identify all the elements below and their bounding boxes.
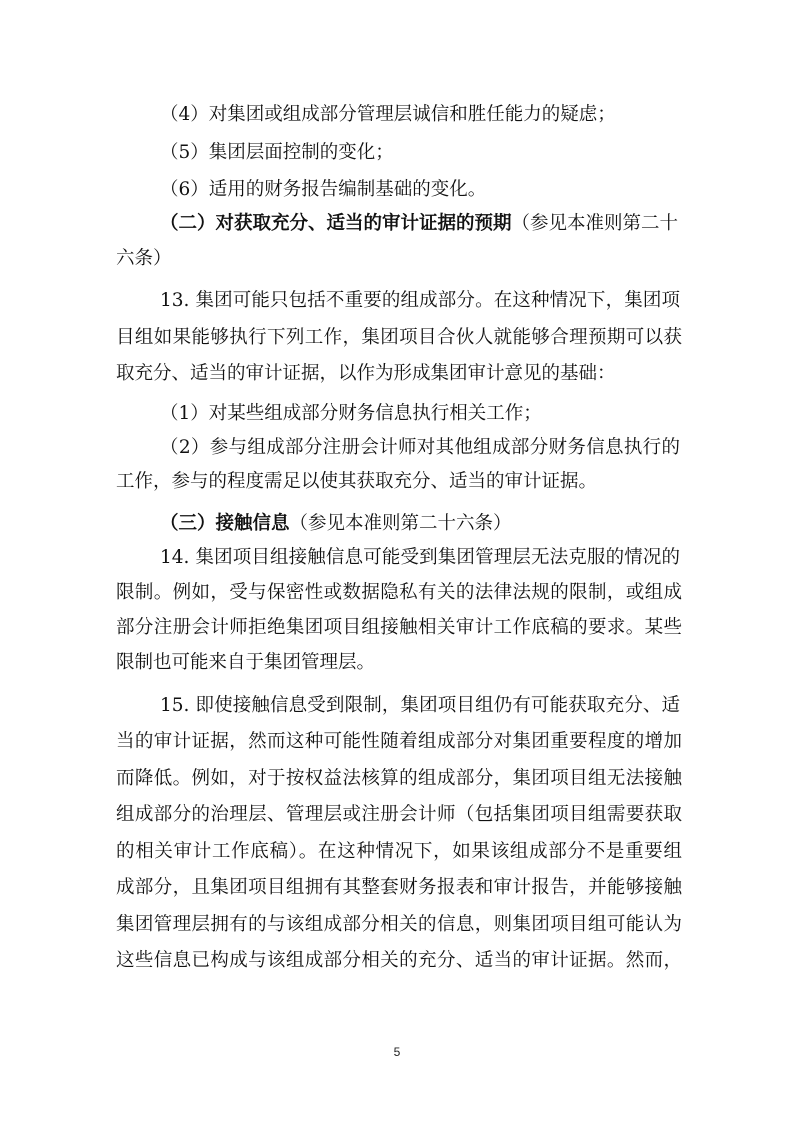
section-reference: （参见本准则第二十 bbox=[511, 213, 679, 234]
list-item-continued: 工作，参与的程度需足以使其获取充分、适当的审计证据。 bbox=[116, 471, 598, 492]
paragraph-line: 13. 集团可能只包括不重要的组成部分。在这种情况下，集团项 bbox=[160, 290, 680, 311]
paragraph-line: 目组如果能够执行下列工作，集团项目合伙人就能够合理预期可以获 bbox=[116, 327, 682, 348]
section-heading bbox=[160, 511, 680, 537]
list-item: （2）参与组成部分注册会计师对其他组成部分财务信息执行的 bbox=[160, 437, 680, 458]
paragraph-line: 15. 即使接触信息受到限制，集团项目组仍有可能获取充分、适 bbox=[160, 695, 680, 716]
page-number: 5 bbox=[393, 1045, 401, 1059]
section-reference-continued: 六条） bbox=[116, 248, 172, 269]
paragraph-line: 成部分，且集团项目组拥有其整套财务报表和审计报告，并能够接触 bbox=[116, 877, 682, 898]
list-item: （6）适用的财务报告编制基础的变化。 bbox=[160, 179, 487, 200]
paragraph-line: 取充分、适当的审计证据，以作为形成集团审计意见的基础： bbox=[116, 363, 616, 384]
paragraph-line: 的相关审计工作底稿）。在这种情况下，如果该组成部分不是重要组 bbox=[116, 841, 682, 862]
paragraph-line: 限制。例如，受与保密性或数据隐私有关的法律法规的限制，或组成 bbox=[116, 582, 682, 603]
paragraph-line: 限制也可能来自于集团管理层。 bbox=[116, 652, 376, 673]
paragraph-line: 当的审计证据，然而这种可能性随着组成部分对集团重要程度的增加 bbox=[116, 731, 682, 752]
paragraph-line: 组成部分的治理层、管理层或注册会计师（包括集团项目组需要获取 bbox=[116, 804, 682, 825]
list-item: （1）对某些组成部分财务信息执行相关工作； bbox=[160, 403, 542, 424]
section-title: （三）接触信息 bbox=[160, 513, 290, 534]
paragraph-line: 而降低。例如，对于按权益法核算的组成部分，集团项目组无法接触 bbox=[116, 768, 682, 789]
section-title: （二）对获取充分、适当的审计证据的预期 bbox=[160, 213, 512, 234]
section-heading bbox=[160, 211, 680, 237]
paragraph-line: 集团管理层拥有的与该组成部分相关的信息，则集团项目组可能认为 bbox=[116, 914, 682, 935]
paragraph-line: 部分注册会计师拒绝集团项目组接触相关审计工作底稿的要求。某些 bbox=[116, 617, 682, 638]
paragraph-line: 这些信息已构成与该组成部分相关的充分、适当的审计证据。然而， bbox=[116, 950, 682, 971]
section-reference: （参见本准则第二十六条） bbox=[289, 513, 512, 534]
list-item: （4）对集团或组成部分管理层诚信和胜任能力的疑虑； bbox=[160, 104, 616, 125]
list-item: （5）集团层面控制的变化； bbox=[160, 142, 394, 163]
paragraph-line: 14. 集团项目组接触信息可能受到集团管理层无法克服的情况的 bbox=[160, 547, 680, 568]
